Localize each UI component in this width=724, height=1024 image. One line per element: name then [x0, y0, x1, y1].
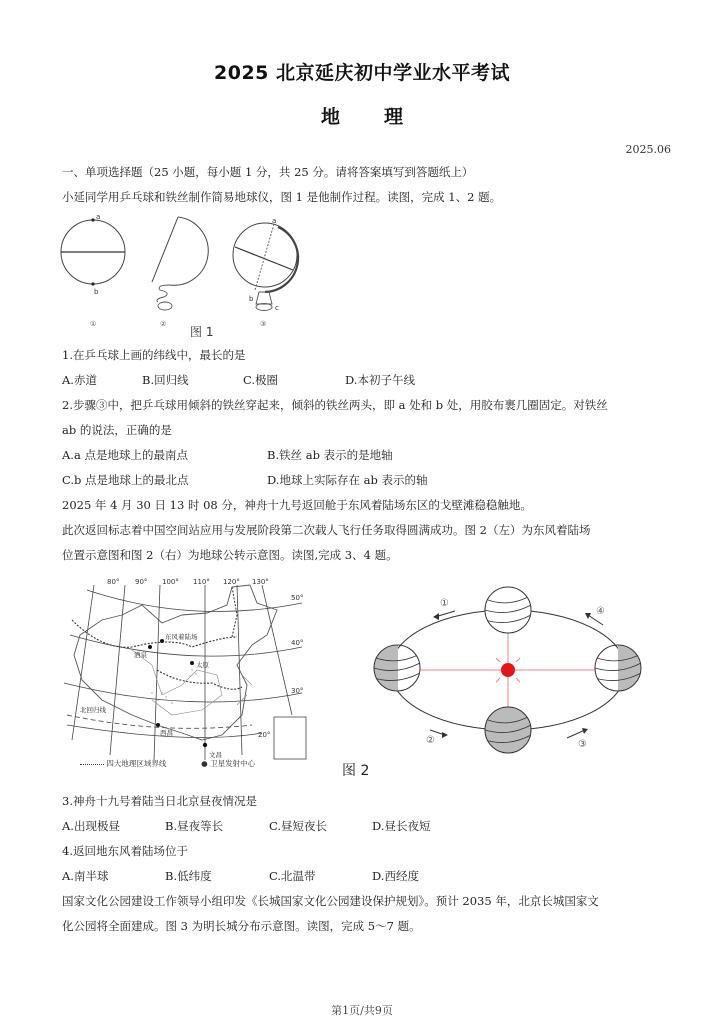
dongfeng-landing-site: [160, 639, 164, 643]
q4-option-d[interactable]: D.西经度: [372, 869, 419, 883]
exam-date: 2025.06: [625, 143, 671, 156]
passage-3-line-2: 化公园将全面建成。图 3 为明长城分布示意图。读图，完成 5～7 题。: [62, 919, 421, 933]
label-xichang: 西昌: [160, 729, 173, 737]
arrow-label-4: ④: [596, 606, 605, 617]
lon-120: 120°: [223, 578, 240, 586]
label-taiyuan: 太原: [196, 661, 209, 669]
arrow-label-2: ②: [426, 735, 435, 746]
q4-option-b[interactable]: B.低纬度: [165, 869, 212, 883]
launch-center-xichang: [156, 723, 160, 727]
launch-center-wenchang: [203, 743, 207, 747]
intro-paragraph: 小延同学用乒乓球和铁丝制作简易地球仪，图 1 是他制作过程。读图，完成 1、2 题。: [62, 190, 502, 204]
legend-boundary-label: 四大地理区域界线: [106, 759, 167, 768]
question-2-stem: 2.步骤③中，把乒乓球用倾斜的铁丝穿起来，倾斜的铁丝两头，即 a 处和 b 处，用胶布裹几圈固定。对铁丝: [62, 398, 608, 412]
step-2-half-ball: [152, 217, 208, 310]
question-4-stem: 4.返回地东风着陆场位于: [62, 844, 188, 858]
passage-3-line-1: 国家文化公园建设工作领导小组印发《长城国家文化公园建设保护规划》。预计 2035 年，北京长城国家文: [62, 894, 599, 908]
lon-130: 130°: [252, 578, 269, 586]
label-jiuquan: 酒泉: [134, 651, 147, 659]
question-2-stem-cont: ab 的说法，正确的是: [62, 423, 172, 437]
q3-option-b[interactable]: B.昼夜等长: [165, 819, 224, 833]
legend-launch-label: 卫星发射中心: [210, 759, 256, 768]
figure-1-caption: 图 1: [190, 325, 214, 339]
subject-title: [0, 102, 724, 129]
passage-2-line-2: 此次返回标志着中国空间站应用与发展阶段第二次载人飞行任务取得圆满成功。图 2（左）为东风着陆场: [62, 523, 591, 537]
lon-110: 110°: [193, 578, 210, 586]
q1-option-c[interactable]: C.极圈: [243, 373, 279, 387]
lat-50: 50°: [291, 594, 304, 602]
lat-40: 40°: [291, 639, 304, 647]
south-china-sea-inset: [274, 717, 306, 759]
figure-2-caption: 图 2: [342, 763, 370, 779]
question-1-options: [62, 372, 662, 388]
q3-option-d[interactable]: D.昼长夜短: [372, 819, 431, 833]
label-a: a: [96, 213, 101, 221]
question-2-options-row2: [62, 472, 662, 488]
label-wenchang: 文昌: [209, 751, 222, 759]
lon-90: 90°: [135, 578, 148, 586]
passage-2-line-3: 位置示意图和图 2（右）为地球公转示意图。读图,完成 3、4 题。: [62, 548, 398, 562]
map-legend: [80, 758, 255, 769]
q3-option-c[interactable]: C.昼短夜长: [269, 819, 328, 833]
subject-char-2: 理: [384, 106, 404, 128]
figure-1-globe-steps: [60, 210, 300, 340]
section-heading: 一、单项选择题（25 小题，每小题 1 分，共 25 分。请将答案填写到答题纸上）: [62, 165, 474, 179]
label-dongfeng: 东风着陆场: [165, 633, 198, 641]
step-1-label: ①: [90, 320, 97, 328]
lon-80: 80°: [107, 578, 120, 586]
question-2-options-row1: [62, 447, 662, 463]
q1-option-a[interactable]: A.赤道: [62, 373, 97, 387]
q2-option-d[interactable]: D.地球上实际存在 ab 表示的轴: [267, 473, 428, 487]
q1-option-d[interactable]: D.本初子午线: [345, 373, 415, 387]
launch-center-jiuquan: [148, 645, 152, 649]
subject-char-1: 地: [320, 106, 340, 128]
q4-option-c[interactable]: C.北温带: [269, 869, 316, 883]
launch-center-taiyuan: [190, 661, 194, 665]
question-3-options: [62, 818, 662, 834]
step-2-label: ②: [160, 320, 167, 328]
figure-2-map: [62, 575, 317, 770]
exam-title: 2025 北京延庆初中学业水平考试: [214, 62, 510, 84]
q2-option-c[interactable]: C.b 点是地球上的最北点: [62, 473, 189, 487]
label-b: b: [94, 288, 99, 296]
arrow-label-1: ①: [440, 598, 449, 609]
q2-option-a[interactable]: A.a 点是地球上的最南点: [62, 448, 188, 462]
passage-2-line-1: 2025 年 4 月 30 日 13 时 08 分，神舟十九号返回舱于东风着陆场东区的戈壁滩稳稳触地。: [62, 498, 532, 512]
label-c: c: [275, 304, 279, 312]
lat-20: 20°: [258, 731, 271, 739]
question-3-stem: 3.神舟十九号着陆当日北京昼夜情况是: [62, 794, 257, 808]
lat-30: 30°: [291, 687, 304, 695]
figure-2-orbit: [360, 575, 670, 765]
q1-option-b[interactable]: B.回归线: [142, 373, 189, 387]
lon-100: 100°: [162, 578, 179, 586]
legend-dashed-line: [80, 764, 104, 765]
legend-dot: ●: [201, 759, 208, 768]
page-number: 第1页/共9页: [331, 1004, 393, 1017]
label-a-step3: a: [272, 217, 277, 225]
question-1-stem: 1.在乒乓球上画的纬线中，最长的是: [62, 348, 246, 362]
step-3-label: ③: [260, 320, 267, 328]
q4-option-a[interactable]: A.南半球: [62, 869, 109, 883]
label-tropic: 北回归线: [80, 706, 106, 714]
earth-left: [370, 640, 420, 695]
label-b-step3: b: [249, 295, 254, 303]
step-3-globe: [233, 217, 298, 312]
arrow-3-icon: [567, 730, 585, 738]
earth-right: [595, 640, 646, 695]
step-1-ball: [61, 213, 125, 296]
q2-option-b[interactable]: B.铁丝 ab 表示的是地轴: [267, 448, 393, 462]
sun-icon: [501, 663, 515, 677]
q3-option-a[interactable]: A.出现极昼: [62, 819, 120, 833]
arrow-label-3: ③: [578, 739, 587, 750]
question-4-options: [62, 868, 662, 884]
